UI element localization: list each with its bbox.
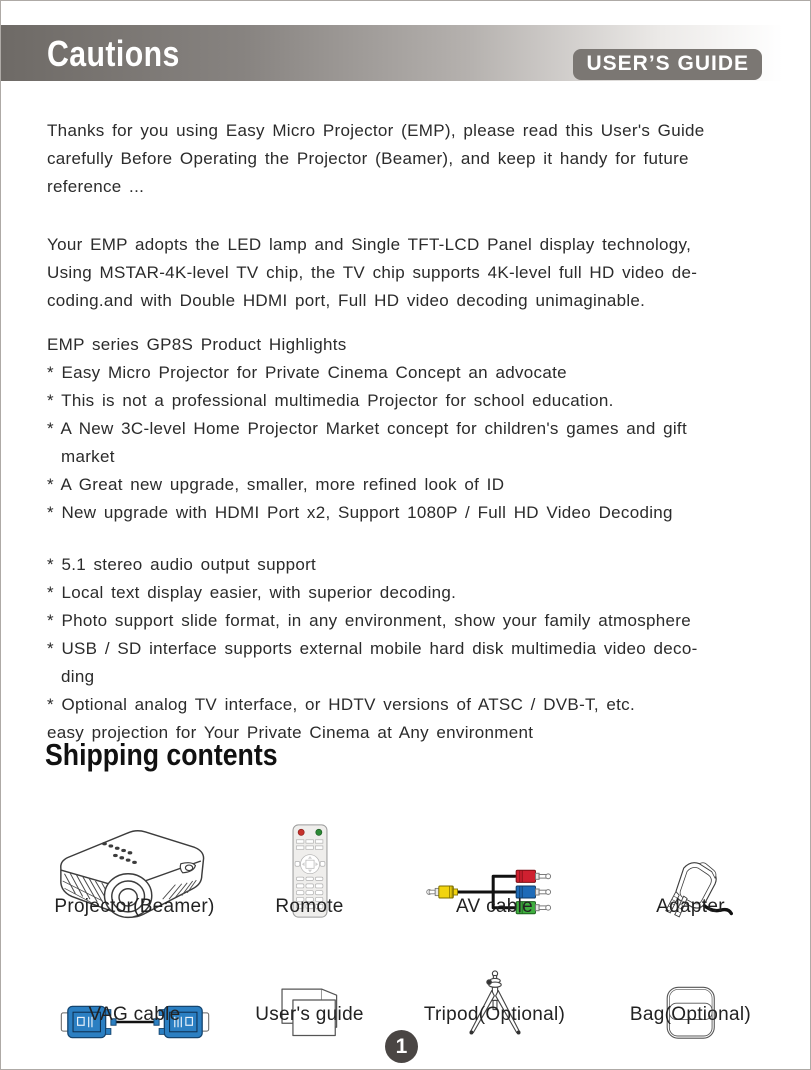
bullet-line: * A New 3C-level Home Projector Market concept for children's games and gift: [47, 419, 687, 438]
text-line: Using MSTAR-4K-level TV chip, the TV chip supports 4K-level full HD video de-: [47, 263, 698, 282]
shipping-item-vga-cable: [37, 937, 232, 1043]
users-guide-badge: USER’S GUIDE: [573, 49, 762, 80]
item-label: AV cable: [455, 896, 534, 917]
bullet-line: * Optional analog TV interface, or HDTV versions of ATSC / DVB-T, etc.: [47, 695, 635, 714]
bullet-line: market: [61, 447, 115, 466]
bullet-line: ding: [61, 667, 95, 686]
item-label: Projector(Beamer): [54, 896, 215, 917]
text-line: carefully Before Operating the Projector (Beamer), and keep it handy for future: [47, 149, 689, 168]
shipping-contents-title: Shipping contents: [45, 737, 278, 772]
bullet-line: * Photo support slide format, in any environment, show your family atmosphere: [47, 611, 691, 630]
item-label: User's guide: [255, 1004, 364, 1025]
item-label: Tripod(Optional): [423, 1004, 566, 1025]
shipping-labels-row2: [37, 997, 779, 1026]
body-text: [47, 117, 777, 747]
bullet-line: * USB / SD interface supports external mobile hard disk multimedia video deco-: [47, 639, 698, 658]
shipping-item-tripod: [387, 937, 602, 1043]
bullet-line: * New upgrade with HDMI Port x2, Support 1080P / Full HD Video Decoding: [47, 503, 673, 522]
bullet-line: * Local text display easier, with superior decoding.: [47, 583, 457, 602]
header-bar: [1, 25, 807, 81]
text-line: reference ...: [47, 177, 145, 196]
item-label: VAG cable: [88, 1004, 181, 1025]
item-label: Bag(Optional): [629, 1004, 752, 1025]
bullet-line: * Easy Micro Projector for Private Cinema Concept an advocate: [47, 363, 567, 382]
bullet-line: * This is not a professional multimedia Projector for school education.: [47, 391, 614, 410]
text-line: coding.and with Double HDMI port, Full HD video decoding unimaginable.: [47, 291, 646, 310]
text-line: easy projection for Your Private Cinema at Any environment: [47, 723, 534, 742]
shipping-labels-row1: [37, 889, 779, 918]
item-label: Romote: [275, 896, 344, 917]
shipping-item-users-guide: [232, 937, 387, 1043]
highlights-title: EMP series GP8S Product Highlights: [47, 335, 347, 354]
page-title: Cautions: [47, 33, 180, 74]
shipping-item-bag: [602, 937, 779, 1043]
text-line: Your EMP adopts the LED lamp and Single TFT-LCD Panel display technology,: [47, 235, 692, 254]
bullet-line: * 5.1 stereo audio output support: [47, 555, 317, 574]
bullet-line: * A Great new upgrade, smaller, more refined look of ID: [47, 475, 505, 494]
item-label: Adapter: [656, 896, 725, 917]
page-number-badge: [385, 1030, 418, 1063]
page-number: 1: [395, 1034, 408, 1058]
text-line: Thanks for you using Easy Micro Projector (EMP), please read this User's Guide: [47, 121, 705, 140]
